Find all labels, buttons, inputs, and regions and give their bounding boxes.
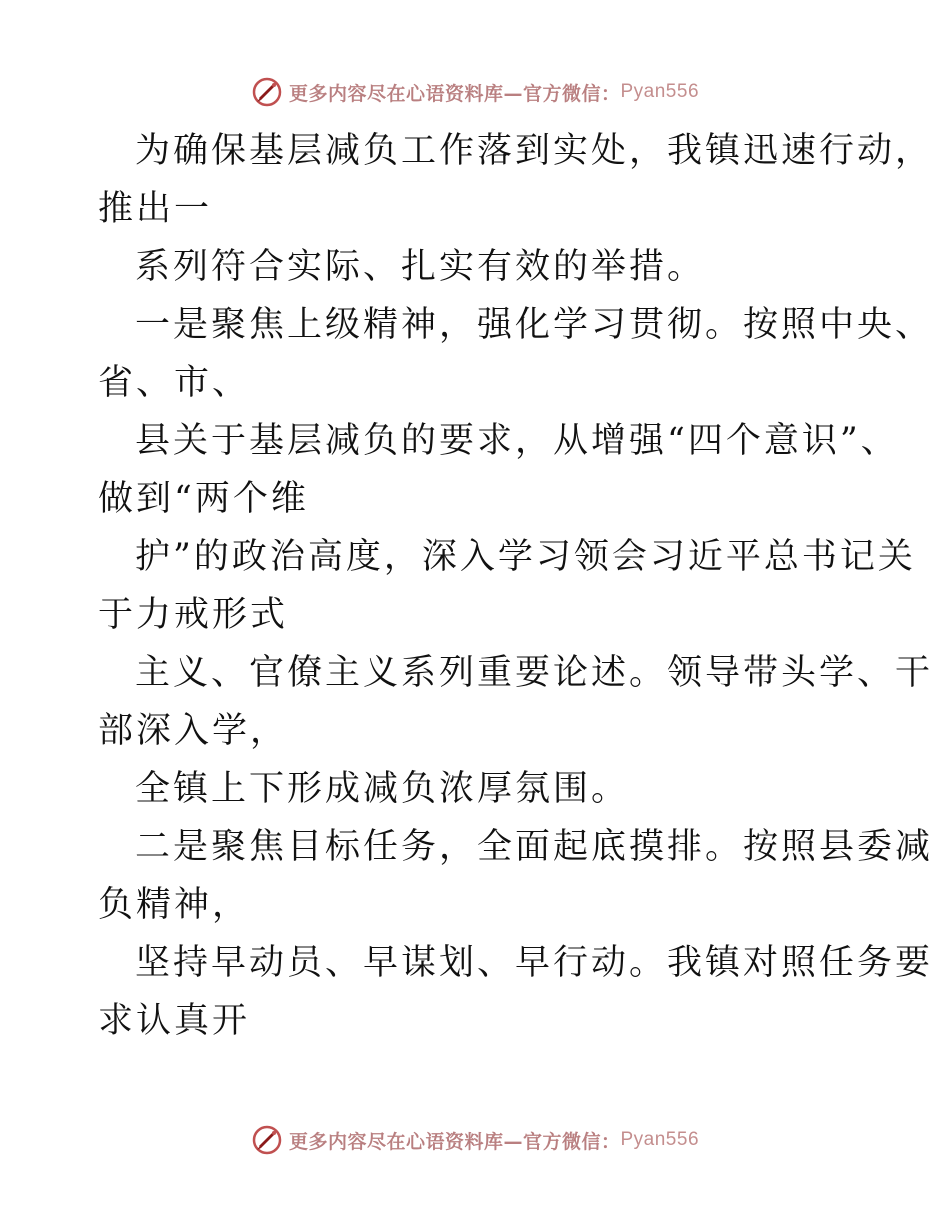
watermark-text: 更多内容尽在心语资料库—官方微信： bbox=[288, 82, 621, 105]
text-line: 全镇上下形成减负浓厚氛围。 bbox=[135, 769, 630, 809]
text-line: 部深入学， bbox=[98, 711, 289, 751]
text-line: 主义、官僚主义系列重要论述。领导带头学、干 bbox=[135, 653, 934, 693]
watermark-text: 更多内容尽在心语资料库—官方微信： bbox=[288, 1130, 621, 1153]
text-line: 坚持早动员、早谋划、早行动。我镇对照任务要 bbox=[135, 943, 934, 983]
text-line: 护”的政治高度，深入学习领会习近平总书记关 bbox=[135, 537, 916, 577]
text-line: 系列符合实际、扎实有效的举措。 bbox=[135, 247, 706, 287]
quill-pen-circle-icon bbox=[251, 76, 283, 108]
text-line: 省、市、 bbox=[98, 363, 251, 403]
text-line: 负精神， bbox=[98, 885, 251, 925]
text-line: 做到“两个维 bbox=[98, 479, 309, 519]
header-watermark bbox=[0, 72, 950, 112]
watermark-handle: Pyan556 bbox=[620, 81, 700, 102]
watermark-handle: Pyan556 bbox=[620, 1129, 700, 1150]
text-line: 推出一 bbox=[98, 189, 213, 229]
text-line: 求认真开 bbox=[98, 1001, 251, 1041]
text-line: 二是聚焦目标任务，全面起底摸排。按照县委减 bbox=[135, 827, 934, 867]
text-line: 县关于基层减负的要求，从增强“四个意识”、 bbox=[135, 421, 899, 461]
text-line: 于力戒形式 bbox=[98, 595, 289, 635]
quill-pen-circle-icon bbox=[251, 1124, 283, 1156]
text-line: 一是聚焦上级精神，强化学习贯彻。按照中央、 bbox=[135, 305, 934, 345]
text-line: 为确保基层减负工作落到实处，我镇迅速行动， bbox=[135, 131, 934, 171]
document-body bbox=[98, 122, 934, 1050]
footer-watermark bbox=[0, 1120, 950, 1160]
